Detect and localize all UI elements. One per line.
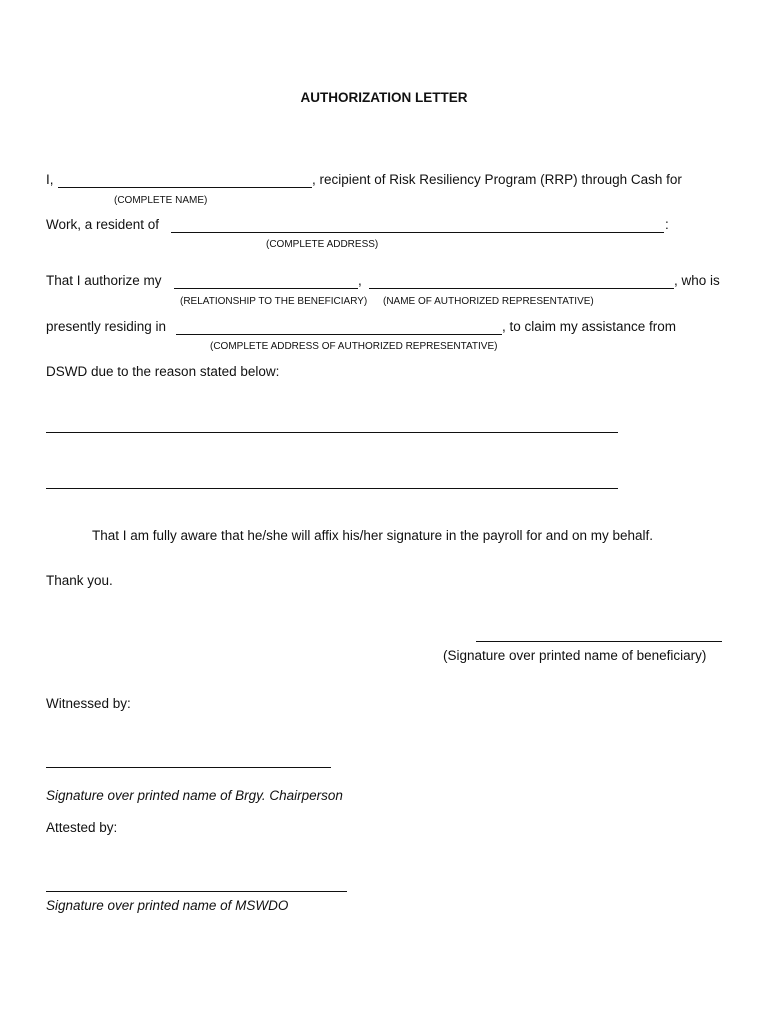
residing-line-prefix: presently residing in xyxy=(46,319,170,334)
reason-blank-line-1[interactable] xyxy=(46,432,618,433)
representative-name-caption: (NAME OF AUTHORIZED REPRESENTATIVE) xyxy=(383,296,594,307)
complete-name-blank[interactable] xyxy=(58,187,312,188)
resident-line-suffix: : xyxy=(665,217,669,232)
complete-address-blank[interactable] xyxy=(171,232,664,233)
relationship-caption: (RELATIONSHIP TO THE BENEFICIARY) xyxy=(180,296,368,307)
residing-line-suffix: , to claim my assistance from xyxy=(502,319,677,334)
recipient-line-prefix: I, xyxy=(46,172,58,187)
beneficiary-signature-caption: (Signature over printed name of beneficiary) xyxy=(443,648,707,663)
document-title: AUTHORIZATION LETTER xyxy=(300,90,468,105)
witnessed-by-label: Witnessed by: xyxy=(46,696,131,711)
reason-intro: DSWD due to the reason stated below: xyxy=(46,364,280,379)
authorize-line-suffix: , who is xyxy=(674,273,720,288)
authorize-line-mid: , xyxy=(358,273,366,288)
chairperson-signature-caption: Signature over printed name of Brgy. Chairperson xyxy=(46,788,343,803)
attested-by-label: Attested by: xyxy=(46,820,118,835)
reason-blank-line-2[interactable] xyxy=(46,488,618,489)
mswdo-signature-caption: Signature over printed name of MSWDO xyxy=(46,898,289,913)
complete-address-caption: (COMPLETE ADDRESS) xyxy=(266,239,379,250)
authorize-line-prefix: That I authorize my xyxy=(46,273,166,288)
representative-address-blank[interactable] xyxy=(176,334,502,335)
representative-address-caption: (COMPLETE ADDRESS OF AUTHORIZED REPRESENTATIVE) xyxy=(210,341,498,352)
thank-you-text: Thank you. xyxy=(46,573,113,588)
recipient-line-suffix: , recipient of Risk Resiliency Program (RRP) through Cash for xyxy=(312,172,682,187)
awareness-statement: That I am fully aware that he/she will affix his/her signature in the payroll for and on my behalf. xyxy=(92,528,654,543)
beneficiary-signature-line[interactable] xyxy=(476,641,722,642)
relationship-blank[interactable] xyxy=(174,288,358,289)
complete-name-caption: (COMPLETE NAME) xyxy=(114,195,208,206)
chairperson-signature-line[interactable] xyxy=(46,767,331,768)
representative-name-blank[interactable] xyxy=(369,288,674,289)
resident-line-prefix: Work, a resident of xyxy=(46,217,163,232)
mswdo-signature-line[interactable] xyxy=(46,891,347,892)
